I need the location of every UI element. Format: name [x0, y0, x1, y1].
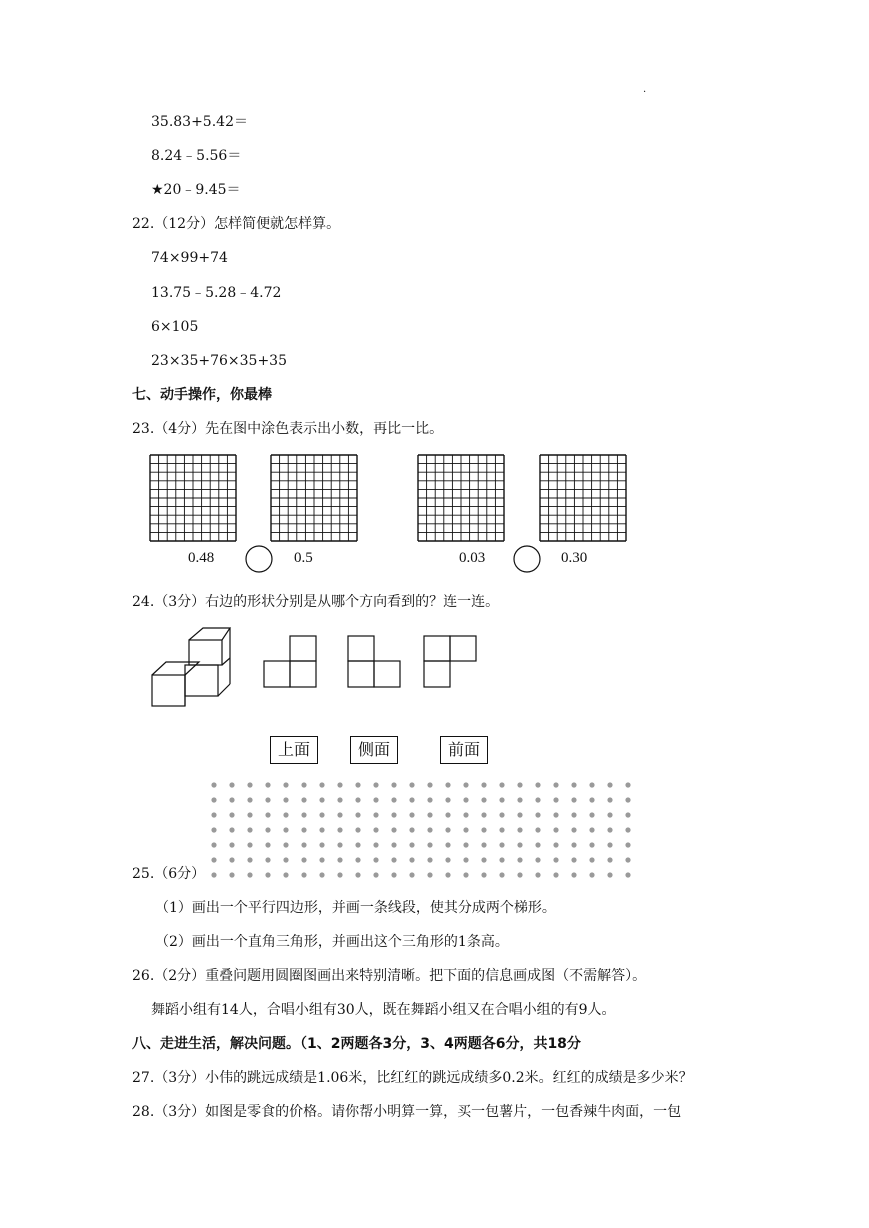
top-mark: .: [643, 84, 647, 95]
view-shape-3: [424, 636, 476, 687]
simplify-line-3: 6×105: [151, 319, 199, 335]
calc-line-2: 8.24﹣5.56＝: [151, 148, 242, 164]
question-25-part-2: （2）画出一个直角三角形，并画出这个三角形的1条高。: [155, 934, 509, 950]
compare-circles: [0, 540, 869, 580]
calc-line-3: ★20﹣9.45＝: [151, 182, 241, 198]
question-25: 25.（6分）: [132, 866, 206, 882]
compare-label-05: 0.5: [294, 550, 313, 566]
hundred-grid-1[interactable]: [150, 455, 236, 541]
question-26: 26.（2分）重叠问题用圆圈图画出来特别清晰。把下面的信息画成图（不需解答）。: [132, 968, 647, 984]
section-7-title: 七、动手操作，你最棒: [132, 387, 272, 403]
compare-label-003: 0.03: [459, 550, 486, 566]
question-23: 23.（4分）先在图中涂色表示出小数，再比一比。: [132, 421, 444, 437]
question-24: 24.（3分）右边的形状分别是从哪个方向看到的？连一连。: [132, 594, 500, 610]
cube-figures: [0, 620, 869, 710]
hundred-grid-2[interactable]: [271, 455, 357, 541]
compare-label-030: 0.30: [561, 550, 588, 566]
calc-line-1: 35.83+5.42＝: [151, 114, 248, 130]
simplify-line-1: 74×99+74: [151, 250, 228, 266]
question-26-info: 舞蹈小组有14人，合唱小组有30人，既在舞蹈小组又在合唱小组的有9人。: [151, 1002, 616, 1018]
simplify-line-4: 23×35+76×35+35: [151, 353, 287, 369]
section-8-title: 八、走进生活，解决问题。（1、2两题各3分，3、4两题各6分，共18分: [132, 1036, 581, 1052]
view-shape-2: [348, 636, 400, 687]
question-27: 27.（3分）小伟的跳远成绩是1.06米，比红红的跳远成绩多0.2米。红红的成绩是多少米？: [132, 1070, 693, 1086]
view-box-side[interactable]: 侧面: [350, 736, 398, 764]
hundred-grid-4[interactable]: [540, 455, 626, 541]
compare-circle-1[interactable]: [246, 546, 272, 572]
dot-grid[interactable]: [0, 775, 869, 885]
view-shape-1: [264, 636, 316, 687]
cube-stack-3d: [152, 628, 230, 706]
hundred-grid-3[interactable]: [418, 455, 504, 541]
simplify-line-2: 13.75﹣5.28﹣4.72: [151, 285, 282, 301]
question-28: 28.（3分）如图是零食的价格。请你帮小明算一算，买一包薯片，一包香辣牛肉面，一包: [132, 1104, 682, 1120]
compare-label-048: 0.48: [188, 550, 215, 566]
compare-circle-2[interactable]: [514, 546, 540, 572]
question-25-part-1: （1）画出一个平行四边形，并画一条线段，使其分成两个梯形。: [155, 900, 556, 916]
view-box-front[interactable]: 前面: [440, 736, 488, 764]
view-box-top[interactable]: 上面: [270, 736, 318, 764]
question-22: 22.（12分）怎样简便就怎样算。: [132, 216, 341, 232]
